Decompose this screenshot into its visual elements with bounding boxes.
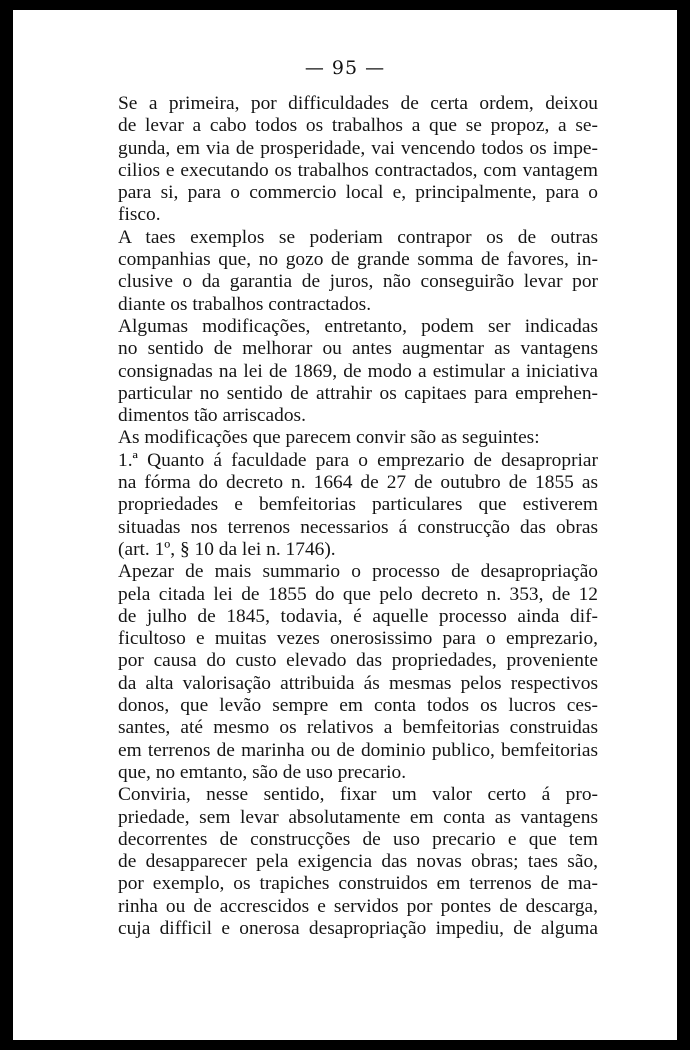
text-line: 1.ª Quanto á faculdade para o emprezario de desapropriar: [118, 449, 598, 471]
text-line: de levar a cabo todos os trabalhos a que se propoz, a se-: [118, 115, 598, 137]
paragraph-7: [88, 784, 598, 940]
text-line: dimentos tão arriscados.: [118, 405, 306, 427]
paragraph-5: [88, 450, 598, 561]
text-line: cuja difficil e onerosa desapropriação impediu, de alguma: [118, 917, 598, 939]
text-line: em terrenos de marinha ou de dominio publico, bemfeitorias: [118, 739, 598, 761]
text-line: pela citada lei de 1855 do que pelo decreto n. 353, de 12: [118, 583, 598, 605]
text-line: As modificações que parecem convir são as seguintes:: [118, 427, 540, 449]
paragraph-1: [88, 93, 598, 227]
text-line: na fórma do decreto n. 1664 de 27 de outubro de 1855 as: [118, 472, 598, 494]
text-line: propriedades e bemfeitorias particulares que estiverem: [118, 494, 598, 516]
text-line: por causa do custo elevado das propriedades, proveniente: [118, 650, 598, 672]
page-number: — 95 —: [304, 57, 386, 79]
text-line: santes, até mesmo os relativos a bemfeitorias construidas: [118, 717, 598, 739]
paragraph-3: [88, 316, 598, 427]
text-line: ficultoso e muitas vezes onerosissimo para o emprezario,: [118, 628, 598, 650]
text-line: A taes exemplos se poderiam contrapor os de outras: [118, 226, 598, 248]
text-line: decorrentes de construcções de uso precario e que tem: [118, 828, 598, 850]
text-line: para si, para o commercio local e, principalmente, para o: [118, 182, 598, 204]
text-line: situadas nos terrenos necessarios á construcção das obras: [118, 516, 598, 538]
text-line: Algumas modificações, entretanto, podem ser indicadas: [118, 315, 598, 337]
paragraph-6: [88, 561, 598, 784]
text-line: companhias que, no gozo de grande somma de favores, in-: [118, 249, 598, 271]
text-line: gunda, em via de prosperidade, vai vencendo todos os impe-: [118, 137, 598, 159]
text-line: que, no emtanto, são de uso precario.: [118, 761, 407, 783]
text-line: de julho de 1845, todavia, é aquelle processo ainda dif-: [118, 605, 598, 627]
text-line: clusive o da garantia de juros, não conseguirão levar por: [118, 271, 598, 293]
body-text: [88, 93, 598, 940]
text-line: Se a primeira, por difficuldades de certa ordem, deixou: [118, 93, 598, 114]
text-line: fisco.: [118, 204, 161, 226]
text-line: donos, que levão sempre em conta todos os lucros ces-: [118, 695, 598, 717]
text-line: (art. 1º, § 10 da lei n. 1746).: [118, 538, 336, 560]
text-line: particular no sentido de attrahir os capitaes para emprehen-: [118, 382, 598, 404]
text-line: da alta valorisação attribuida ás mesmas pelos respectivos: [118, 672, 598, 694]
text-line: rinha ou de accrescidos e servidos por pontes de descarga,: [118, 895, 598, 917]
text-line: no sentido de melhorar ou antes augmentar as vantagens: [118, 338, 598, 360]
text-line: diante os trabalhos contractados.: [118, 293, 372, 315]
text-line: Apezar de mais summario o processo de desapropriação: [118, 561, 598, 583]
text-line: cilios e executando os trabalhos contractados, com vantagem: [118, 159, 598, 181]
text-line: priedade, sem levar absolutamente em conta as vantagens: [118, 806, 598, 828]
paragraph-4: [88, 427, 598, 449]
text-line: consignadas na lei de 1869, de modo a estimular a iniciativa: [118, 360, 598, 382]
text-line: Conviria, nesse sentido, fixar um valor certo á pro-: [118, 784, 598, 806]
text-line: por exemplo, os trapiches construidos em terrenos de ma-: [118, 873, 598, 895]
text-line: de desapparecer pela exigencia das novas obras; taes são,: [118, 851, 598, 873]
paragraph-2: [88, 227, 598, 316]
